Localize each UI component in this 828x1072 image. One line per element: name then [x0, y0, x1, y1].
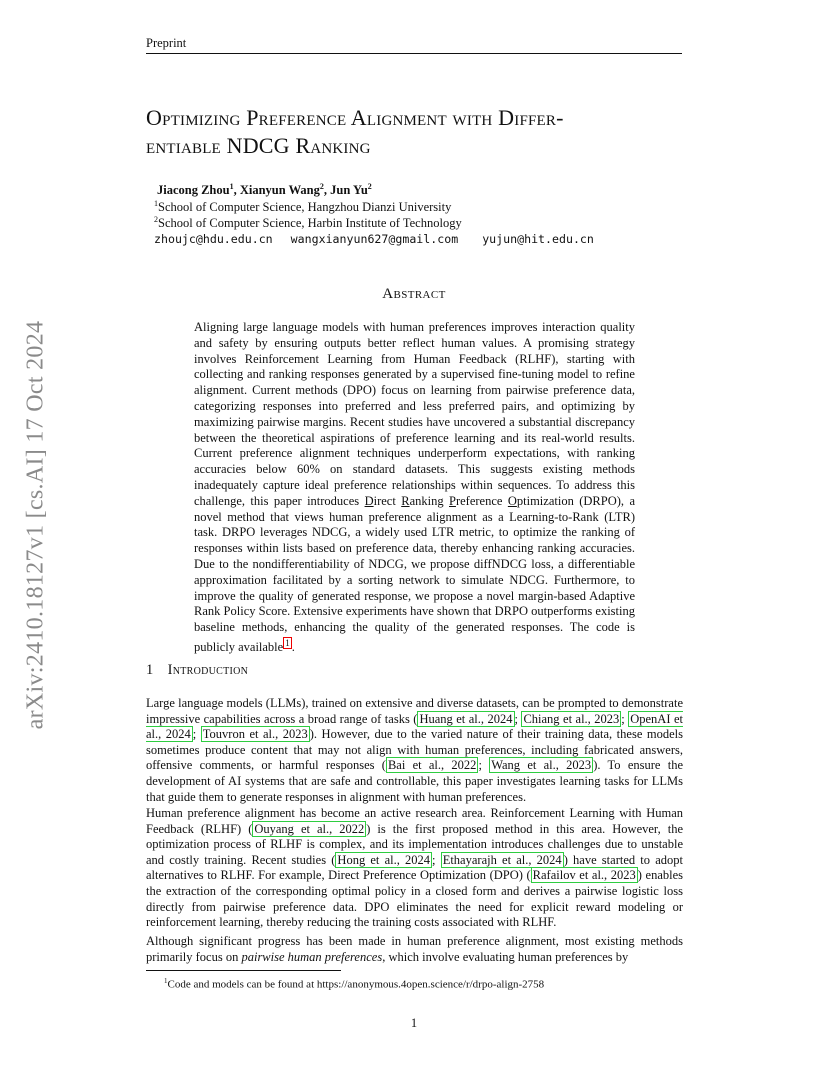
citation-link[interactable]: Touvron et al., 2023 [202, 727, 308, 742]
author-sep-2: , [323, 183, 331, 198]
citation-link[interactable]: Ethayarajh et al., 2024 [442, 852, 562, 867]
section-heading-introduction [146, 662, 248, 679]
abstract-reference: reference [455, 493, 503, 508]
abstract-o: O [507, 493, 517, 508]
citation-link[interactable]: Wang et al., 2023 [491, 758, 592, 773]
affiliation-2-sup: 2 [154, 215, 158, 224]
intro-p3-emphasis: pairwise human preferences [241, 949, 383, 964]
author-1: Jiacong Zhou [157, 183, 230, 198]
footnote-link[interactable]: 1 [285, 637, 290, 648]
affiliation-1 [154, 199, 451, 215]
author-2-sup: 2 [319, 182, 324, 191]
author-3: Jun Yu [330, 183, 368, 198]
intro-p2-text-c: ) have started to adopt alternatives to RLHF. For example, Direct Preference Optimization (DPO) ( [146, 852, 683, 883]
affiliation-1-text: School of Computer Science, Hangzhou Dianzi University [158, 200, 452, 215]
intro-p3-text-b: , which involve evaluating human preferences by [382, 949, 629, 964]
footnote [164, 977, 544, 991]
abstract-end: . [291, 640, 295, 655]
footnote-divider [146, 970, 341, 971]
abstract-irect: irect [373, 493, 402, 508]
intro-p1-text-b: ). However, due to the varied nature of their training data, these models sometimes produce content that may not align with human preferences, including fabricated answers, offensive comments, or harmful responses ( [146, 727, 683, 773]
citation-link[interactable]: Chiang et al., 2023 [523, 711, 620, 726]
title-line-2: entiable NDCG Ranking [146, 133, 371, 158]
footnote-sup: 1 [164, 977, 168, 985]
abstract-heading: Abstract [382, 286, 446, 302]
intro-paragraph-3 [146, 934, 683, 965]
email-2[interactable]: wangxianyun627@gmail.com [290, 232, 459, 246]
author-2: Xianyun Wang [239, 183, 320, 198]
section-number: 1 [146, 662, 154, 678]
affiliation-2-text: School of Computer Science, Harbin Institute of Technology [158, 216, 462, 231]
abstract-d: D [364, 493, 374, 508]
intro-paragraph-1: Large language models (LLMs), trained on extensive and diverse datasets, can be prompted to demonstrate impressive capabilities across a broad range of tasks ( Huang et al., 2024 ; Chiang et al., 2023 ; OpenAI et al., 2024 ; Touvron et al., 2023 ). However, due to the varied nature of their training data, these models sometimes produce content that may not align with human preferences, including fabricated answers, offensive comments, or harmful responses ( Bai et al., 2022 ; Wang et al., 2023 ). To ensure the development of AI systems that are safe and controllable, this paper investigates learning tasks for LLMs that guide them to generate responses in alignment with human preferences. [146, 696, 683, 804]
email-1[interactable]: zhoujc@hdu.edu.cn [154, 232, 273, 246]
abstract-ptimization: ptimization [516, 493, 574, 508]
citation-link[interactable]: OpenAI et al., 2024 [146, 711, 683, 742]
intro-p2-text-b: ) is the first proposed method in this area. However, the optimization process of RLHF is complex, and its implementation introduces challenges due to unstable and costly training. Recent studies ( [146, 821, 683, 867]
affiliation-2 [154, 215, 462, 231]
email-3[interactable]: yujun@hit.edu.cn [482, 232, 594, 246]
abstract-anking: anking [409, 493, 449, 508]
abstract-part-1: Aligning large language models with human preferences improves interaction quality and safety by ensuring outputs better reflect human values. A promising strategy involves Reinforcement Learning from Human Feedback (RLHF), starting with collecting and ranking responses generated by a supervised fine-tuning model to refine alignment. Current methods (DPO) focus on learning from pairwise preference data, categorizing responses into preferred and less preferred pairs, and optimizing by maximizing pairwise margins. Recent studies have uncovered a substantial discrepancy between the theoretical aspirations of preference learning and its real-world results. Current preference alignment techniques underperform expectations, with ranking accuracies below 60% on standard datasets. This suggests existing methods inadequately capture ideal preference relationships within sequences. To address this challenge, this paper introduces [194, 320, 635, 508]
abstract-p: P [449, 493, 456, 508]
running-header: Preprint [146, 36, 682, 54]
intro-p2-text-d: ) enables the extraction of the corresponding optimal policy in a closed form and derives a pairwise logistic loss directly from pairwise preference data. DPO eliminates the need for explicit reward modeling or reinforcement learning, thereby reducing the training costs associated with RLHF. [146, 868, 683, 930]
citation-link[interactable]: Huang et al., 2024 [419, 711, 513, 726]
footnote-text[interactable]: Code and models can be found at https://anonymous.4open.science/r/drpo-align-2758 [167, 978, 545, 991]
page-number: 1 [410, 1016, 418, 1030]
citation-link[interactable]: Rafailov et al., 2023 [532, 868, 636, 883]
abstract-r: R [401, 493, 410, 508]
author-1-sup: 1 [229, 182, 234, 191]
citation-link[interactable]: Ouyang et al., 2022 [254, 821, 365, 836]
affiliation-1-sup: 1 [154, 199, 158, 208]
arxiv-stamp-text: arXiv:2410.18127v1 [cs.AI] 17 Oct 2024 [22, 320, 49, 730]
paper-title [146, 104, 706, 160]
author-list [157, 182, 372, 198]
abstract-body [194, 320, 635, 656]
intro-p1-text-c: ). To ensure the development of AI systems that are safe and controllable, this paper investigates learning tasks for LLMs that guide them to generate responses in alignment with human preferences. [146, 758, 683, 804]
intro-p1-text-a: Large language models (LLMs), trained on extensive and diverse datasets, can be prompted to demonstrate impressive capabilities across a broad range of tasks ( [146, 696, 683, 726]
intro-p2-text-a: Human preference alignment has become an active research area. Reinforcement Learning with Human Feedback (RLHF) ( [146, 806, 683, 836]
section-title: Introduction [167, 662, 249, 678]
intro-paragraph-2: Human preference alignment has become an active research area. Reinforcement Learning with Human Feedback (RLHF) ( Ouyang et al., 2022 ) is the first proposed method in this area. However, the optimization process of RLHF is complex, and its implementation introduces challenges due to unstable and costly training. Recent studies ( Hong et al., 2024 ; Ethayarajh et al., 2024 ) have started to adopt alternatives to RLHF. For example, Direct Preference Optimization (DPO) ( Rafailov et al., 2023 ) enables the extraction of the corresponding optimal policy in a closed form and derives a pairwise logistic loss directly from pairwise preference data. DPO eliminates the need for explicit reward modeling or reinforcement learning, thereby reducing the training costs associated with RLHF. [146, 806, 683, 930]
author-3-sup: 2 [367, 182, 372, 191]
abstract-part-2: (DRPO), a novel method that views human preference alignment as a Learning-to-Rank (LTR) task. DRPO leverages NDCG, a widely used LTR metric, to optimize the ranking of responses within lists based on preference data, thereby enhancing ranking accuracies. Due to the nondifferentiability of NDCG, we propose diffNDCG loss, a differentiable approximation facilitated by a sorting network to simulate NDCG. Furthermore, to improve the quality of generated response, we propose a novel margin-based Adaptive Rank Policy Score. Extensive experiments have shown that DRPO outperforms existing baseline methods, enhancing the quality of the generated responses. The code is publicly available [194, 493, 635, 655]
citation-link[interactable]: Hong et al., 2024 [337, 852, 431, 867]
title-line-1: Optimizing Preference Alignment with Differ- [146, 105, 564, 130]
intro-p3-text-a: Although significant progress has been made in human preference alignment, most existing methods primarily focus on [146, 934, 683, 964]
citation-link[interactable]: Bai et al., 2022 [387, 758, 477, 773]
author-sep-1: , [233, 183, 240, 198]
email-list [154, 232, 664, 246]
